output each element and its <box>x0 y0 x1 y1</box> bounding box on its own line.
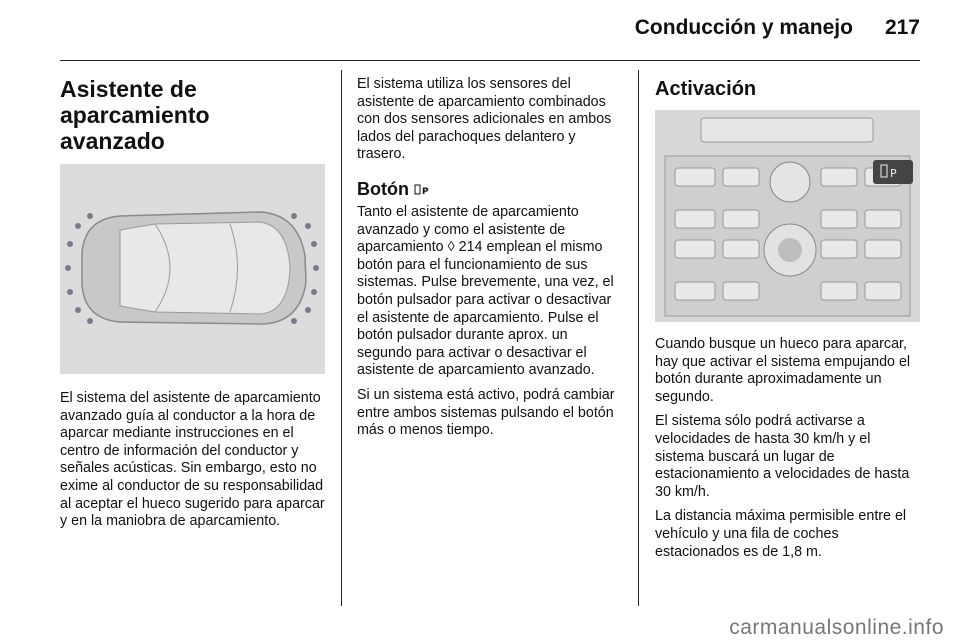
column-3 <box>655 76 920 568</box>
button-heading-text: Botón <box>357 178 409 199</box>
button-heading <box>357 178 622 200</box>
car-sensor-illustration <box>60 164 325 374</box>
column-divider-2 <box>638 70 639 606</box>
page-header <box>635 16 920 46</box>
column-1 <box>60 76 325 538</box>
activation-paragraph-1: Cuando busque un hueco para aparcar, hay que activar el sistema empujando el botón durante aproximadamente un segundo. <box>655 336 911 405</box>
intro-paragraph: El sistema del asistente de aparcamiento avanzado guía al conductor a la hora de aparcar mediante instrucciones en el centro de información del conductor y señales acústicas. Sin embargo, esto no exime al conductor de su responsabilidad al aceptar el hueco sugerido para aparcar y en la maniobra de aparcamiento. <box>60 390 325 530</box>
section-heading-line1: Asistente de aparcamiento <box>60 76 210 128</box>
activation-paragraph-2: El sistema sólo podrá activarse a velocidades de hasta 30 km/h y el sistema buscará un lugar de estacionamiento a velocidades de hasta 30 km/h. <box>655 413 910 500</box>
column-2 <box>357 76 622 447</box>
column-divider-1 <box>341 70 342 606</box>
activation-heading: Activación <box>655 78 757 100</box>
sensor-paragraph: El sistema utiliza los sensores del asistente de aparcamiento combinados con dos sensores adicionales en ambos lados del parachoques delantero y trasero. <box>357 76 612 163</box>
console-button-photo <box>655 110 920 322</box>
section-title: Conducción y manejo <box>634 16 853 39</box>
page-number: 217 <box>884 16 920 39</box>
header-rule <box>60 60 920 61</box>
watermark: carmanualsonline.info <box>729 616 944 639</box>
section-heading-line2: avanzado <box>60 128 165 154</box>
switch-paragraph: Si un sistema está activo, podrá cambiar entre ambos sistemas pulsando el botón más o menos tiempo. <box>357 386 615 439</box>
park-assist-icon <box>414 183 432 197</box>
svg-text:P: P <box>890 167 897 180</box>
activation-paragraph-3: La distancia máxima permisible entre el vehículo y una fila de coches estacionados es de 1,8 m. <box>655 508 907 560</box>
section-heading <box>60 76 325 154</box>
svg-text:P: P <box>422 186 429 197</box>
button-paragraph: Tanto el asistente de aparcamiento avanzado y como el asistente de aparcamiento ◊ 214 emplean el mismo botón para el funcionamiento de sus sistemas. Pulse brevemente, una vez, el botón pulsador para activar o desactivar el asistente de aparcamiento. Pulse el botón pulsador durante aprox. un segundo para activar o desactivar el asistente de aparcamiento avanzado. <box>357 203 614 379</box>
